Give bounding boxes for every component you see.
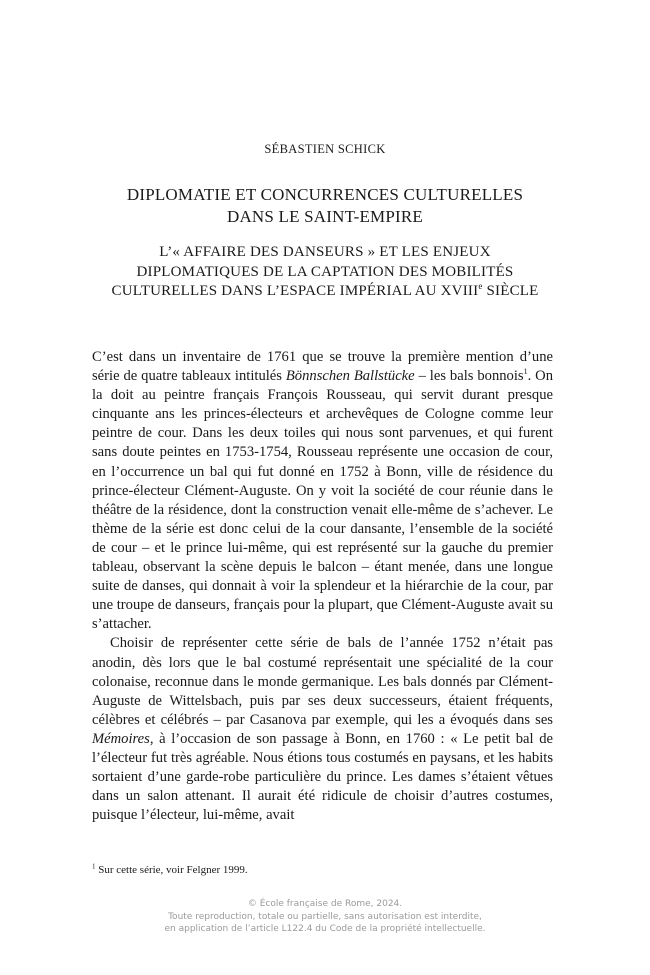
article-subtitle-line: L’« AFFAIRE DES DANSEURS » ET LES ENJEUX: [159, 244, 491, 260]
body-paragraph: [92, 634, 553, 825]
article-subtitle: [60, 243, 590, 302]
body-paragraph: [92, 348, 553, 634]
article-body: [92, 348, 553, 825]
book-title: Mémoires: [92, 730, 150, 747]
article-title: [60, 184, 590, 228]
article-title-line: DANS LE SAINT-EMPIRE: [226, 207, 424, 226]
copyright-line: © École française de Rome, 2024.: [247, 899, 403, 909]
copyright-notice: [0, 898, 650, 936]
article-subtitle-line: DIPLOMATIQUES DE LA CAPTATION DES MOBILITÉS: [136, 263, 514, 280]
paragraph-text: C’est dans un inventaire de 1761 que se trouve la première mention d’une série de quatre tableaux intitulés: [92, 349, 553, 385]
paragraph-text: Choisir de représenter cette série de bals de l’année 1752 n’était pas anodin, dès lors que le bal costumé représentait une spécialité de la cour colonaise, reconnue dans le monde germanique. Les bals donnés par Clément-Auguste de Wittelsbach, puis par ses deux successeurs, étaient fréquents, célèbres et célébrés – par Casanova par exemple, qui les a évoqués dans ses: [92, 635, 553, 728]
subtitle-text: SIÈCLE: [482, 283, 539, 299]
footnote-number: 1: [92, 862, 96, 871]
author-name: SÉBASTIEN SCHICK: [264, 142, 386, 156]
painting-title: Bönnschen Ballstücke: [285, 368, 415, 385]
century-superscript: e: [478, 281, 483, 291]
article-title-line: DIPLOMATIE ET CONCURRENCES CULTURELLES: [126, 185, 524, 204]
subtitle-text: CULTURELLES DANS L’ESPACE IMPÉRIAL AU XVIII: [111, 283, 479, 299]
paragraph-text: , à l’occasion de son passage à Bonn, en 1760 : « Le petit bal de l’électeur fut très agréable. Nous étions tous costumés en paysans, et les habits sortaient d’une garde-robe particulière du prince. Les dames s’étaient vêtues dans un salon attenant. Il aurait été ridicule de choisir d’autres costumes, puisque l’électeur, lui-même, avait: [92, 730, 553, 824]
footnote-reference[interactable]: 1: [523, 367, 528, 377]
paragraph-text: . On la doit au peintre français François Rousseau, qui servit durant presque cinquante ans les princes-électeurs et archevêques de Cologne comme leur peintre de cour. Dans les deux toiles qui nous sont parvenues, et qui furent sans doute peintes en 1753-1754, Rousseau représente une occasion de cour, en l’occurrence un bal qui fut donné en 1752 à Bonn, ville de résidence du prince-électeur Clément-Auguste. On y voit la société de cour réunie dans le théâtre de la résidence, dont la construction venait elle-même de s’achever. Le thème de la série est donc celui de la cour dansante, l’ensemble de la société de cour – et le prince lui-même, qui est représenté sur la gauche du premier tableau, observant la scène depuis le balcon – étant menée, dans une longue suite de danses, qui donnait à voir la splendeur et la hiérarchie de la cour, par une troupe de danseurs, français pour la plupart, que Clément-Auguste avait su s’attacher.: [92, 368, 554, 633]
footnote-text: Sur cette série, voir Felgner 1999.: [95, 864, 248, 876]
copyright-line: en application de l’article L122.4 du Code de la propriété intellectuelle.: [164, 924, 486, 934]
paragraph-text: – les bals bonnois: [414, 368, 524, 385]
article-subtitle-line: [60, 282, 590, 302]
footnote: [92, 863, 553, 877]
copyright-line: Toute reproduction, totale ou partielle, sans autorisation est interdite,: [168, 911, 482, 922]
